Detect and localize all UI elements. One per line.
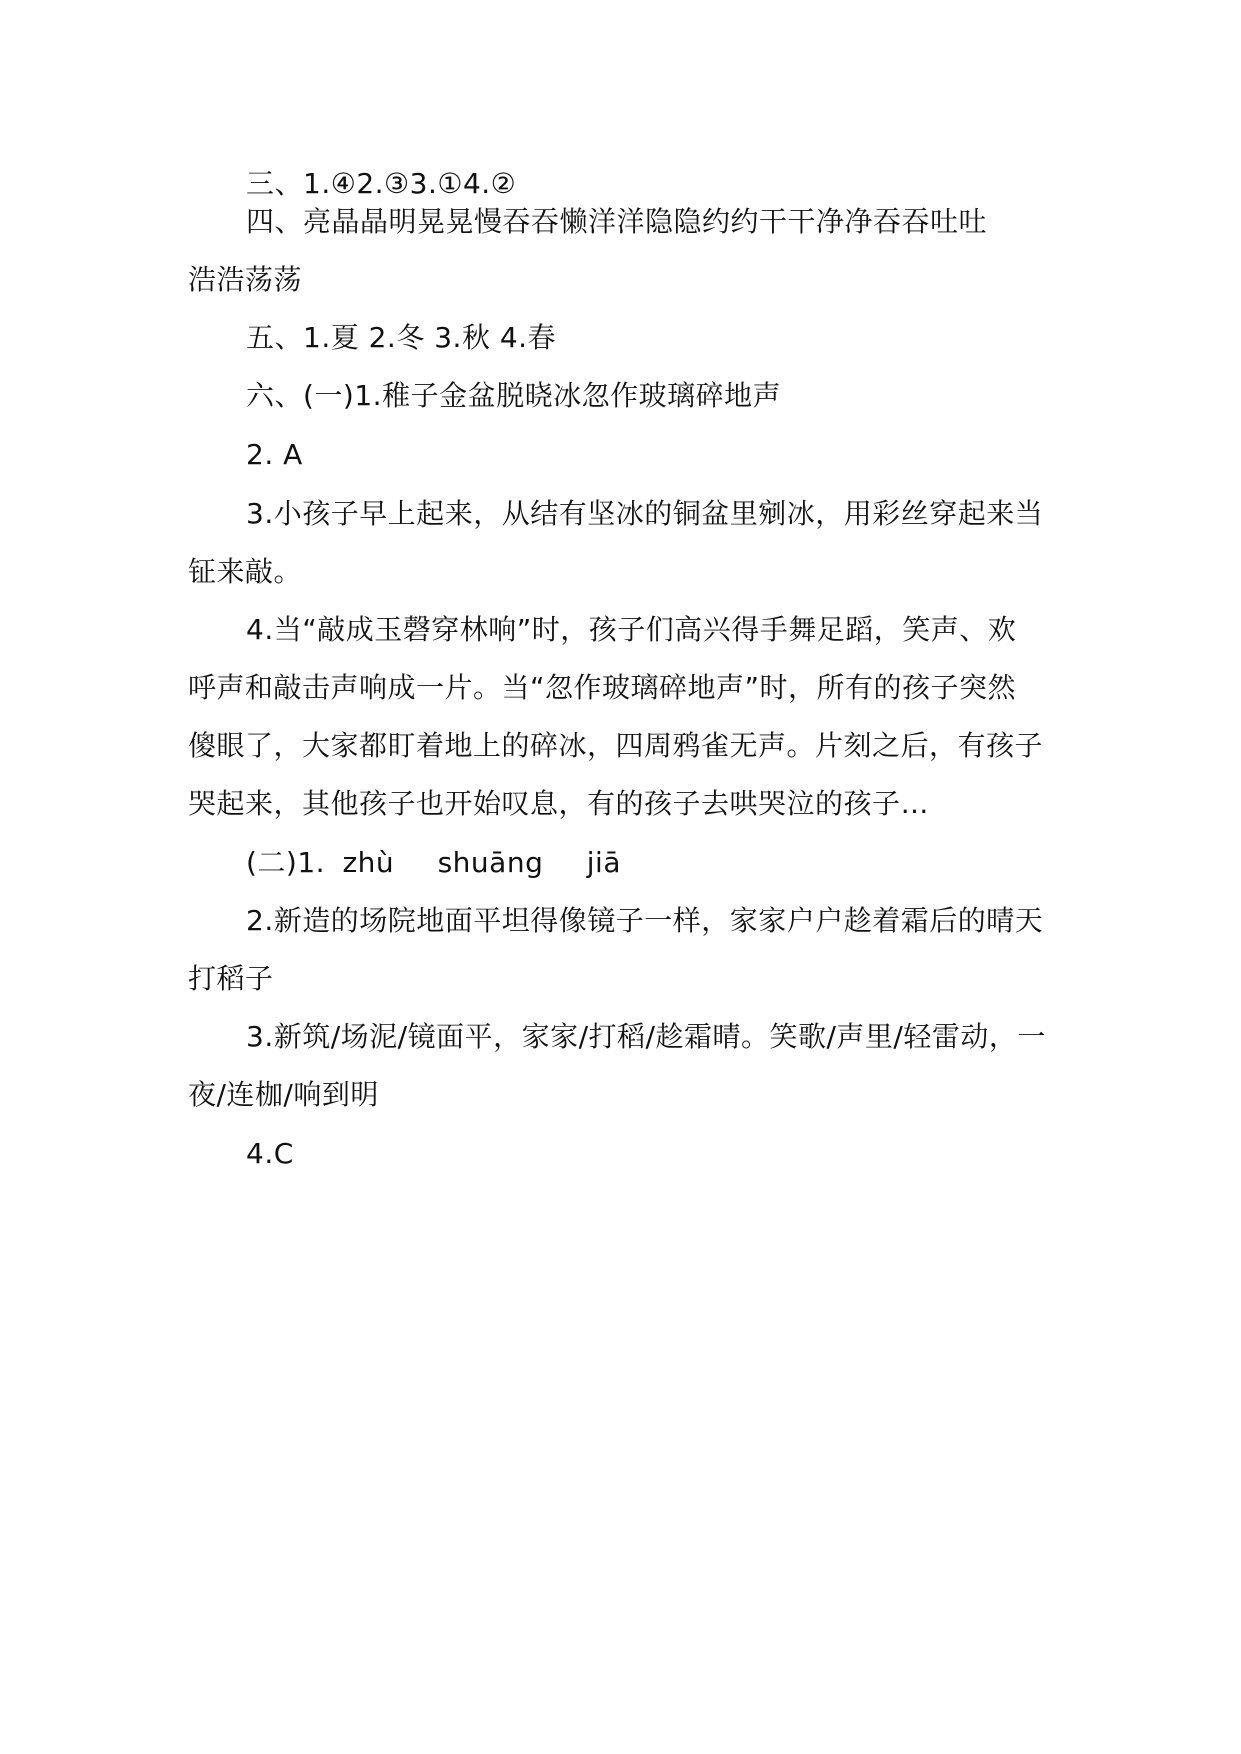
answer-section-6-2-q3-cont: 夜/连枷/响到明 [188, 1078, 379, 1111]
answer-section-6-1-q3: 3.小孩子早上起来，从结有坚冰的铜盆里剜冰，用彩丝穿起来当 [246, 497, 1044, 530]
answer-label: (二)1. [246, 846, 326, 879]
pinyin-2: shuāng [437, 846, 544, 879]
answer-section-6-2-q2-cont: 打稻子 [188, 962, 274, 995]
answer-section-6-2-q4: 4.C [246, 1137, 294, 1170]
answer-section-6-1-q4-cont-1: 呼声和敲击声响成一片。当“忽作玻璃碎地声”时，所有的孩子突然 [188, 671, 1017, 704]
answer-section-6-2-q3: 3.新筑/场泥/镜面平，家家/打稻/趁霜晴。笑歌/声里/轻雷动，一 [246, 1020, 1046, 1053]
answer-section-6-1-q4-cont-2: 傻眼了，大家都盯着地上的碎冰，四周鸦雀无声。片刻之后，有孩子 [188, 729, 1044, 762]
answer-section-6-1-q3-cont: 钲来敲。 [188, 555, 303, 588]
answer-section-6-1-q4-cont-3: 哭起来，其他孩子也开始叹息，有的孩子去哄哭泣的孩子… [188, 787, 930, 820]
answer-section-6-1-q1: 六、(一)1.稚子金盆脱晓冰忽作玻璃碎地声 [246, 379, 782, 412]
answer-section-4-cont: 浩浩荡荡 [188, 263, 303, 296]
pinyin-1: zhù [342, 846, 395, 879]
answer-section-6-1-q4: 4.当“敲成玉磬穿林响”时，孩子们高兴得手舞足蹈，笑声、欢 [246, 613, 1017, 646]
answer-section-6-2-q2: 2.新造的场院地面平坦得像镜子一样，家家户户趁着霜后的晴天 [246, 904, 1044, 937]
answer-section-5: 五、1.夏 2.冬 3.秋 4.春 [246, 321, 557, 354]
answer-section-4: 四、亮晶晶明晃晃慢吞吞懒洋洋隐隐约约干干净净吞吞吐吐 [246, 205, 988, 238]
pinyin-3: jiā [586, 846, 621, 879]
answer-section-6-2-q1 [246, 845, 655, 881]
answer-section-6-1-q2: 2. A [246, 438, 303, 471]
answer-section-3: 三、1.④2.③3.①4.② [246, 167, 517, 200]
